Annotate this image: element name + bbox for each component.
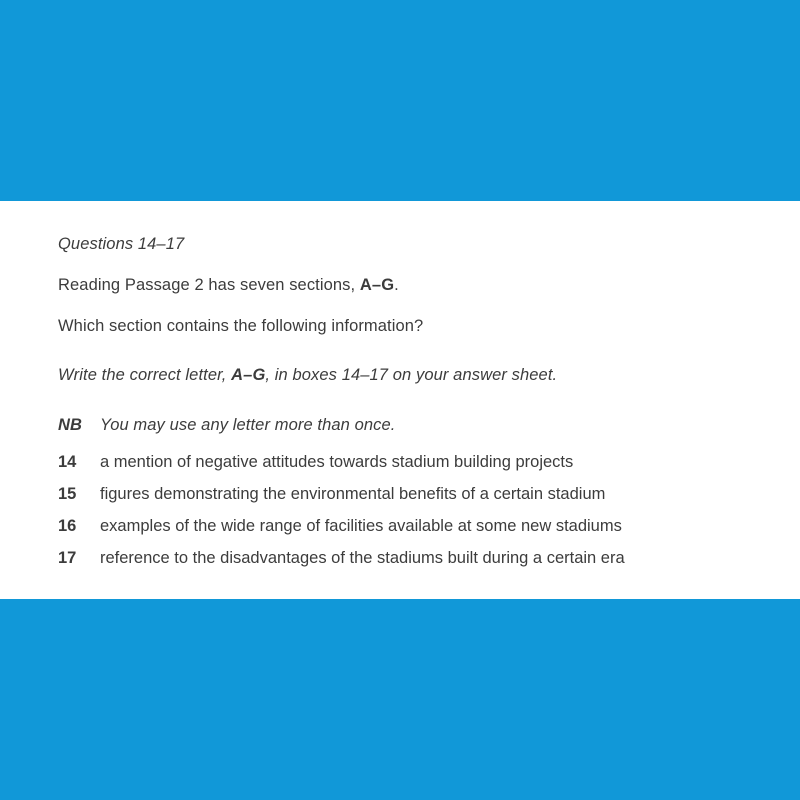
question-item — [58, 483, 758, 515]
question-item — [58, 515, 758, 547]
question-prompt-line — [58, 315, 423, 337]
nota-bene-tag: NB — [58, 416, 83, 434]
question-item-list — [58, 451, 758, 579]
question-item-text: examples of the wide range of facilities available at some new stadiums — [100, 517, 622, 535]
passage-sections-range: A–G — [359, 276, 395, 294]
question-item-number: 16 — [58, 517, 77, 535]
instruction-letter-range: A–G — [231, 366, 266, 384]
question-item — [58, 451, 758, 483]
passage-sections-suffix: . — [394, 276, 399, 294]
questions-heading — [58, 233, 184, 255]
instruction-line — [58, 364, 557, 386]
question-item-text: figures demonstrating the environmental benefits of a certain stadium — [100, 485, 606, 503]
nota-bene-text: You may use any letter more than once. — [100, 416, 396, 434]
bottom-color-band — [0, 599, 800, 800]
nota-bene-line — [58, 414, 395, 436]
top-color-band — [0, 0, 800, 201]
passage-sections-line — [58, 274, 399, 296]
question-item-number: 17 — [58, 549, 77, 567]
question-item — [58, 547, 758, 579]
questions-heading-text: Questions 14–17 — [58, 235, 185, 253]
passage-sections-prefix: Reading Passage 2 has seven sections, — [58, 276, 360, 294]
question-item-number: 15 — [58, 485, 77, 503]
question-prompt-text: Which section contains the following information? — [58, 317, 424, 335]
question-item-number: 14 — [58, 453, 77, 471]
question-item-text: reference to the disadvantages of the stadiums built during a certain era — [100, 549, 625, 567]
instruction-prefix: Write the correct letter, — [58, 366, 232, 384]
question-item-text: a mention of negative attitudes towards stadium building projects — [100, 453, 574, 471]
content-area — [0, 201, 800, 599]
instruction-suffix: , in boxes 14–17 on your answer sheet. — [265, 366, 558, 384]
